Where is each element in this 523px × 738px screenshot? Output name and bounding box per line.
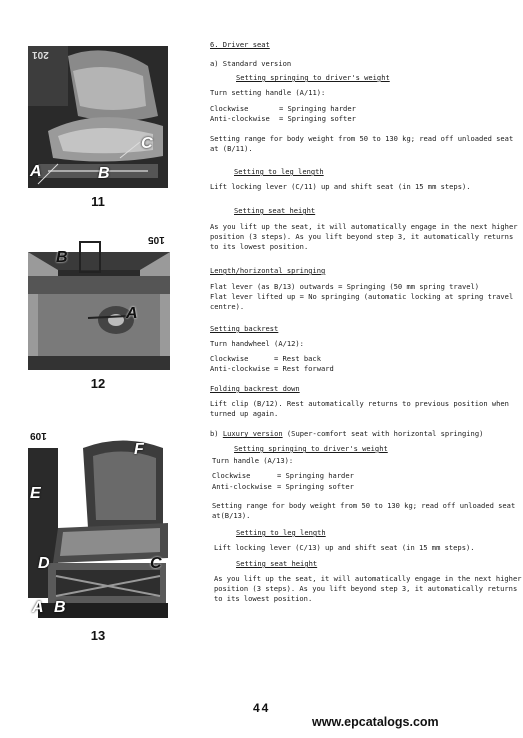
callout-c: C bbox=[150, 555, 162, 572]
anticlockwise-label: Anti-clockwise bbox=[210, 364, 270, 373]
clockwise-label: Clockwise bbox=[210, 104, 249, 113]
paragraph-line: As you lift up the seat, it will automatically engage in the next higher bbox=[214, 574, 522, 583]
callout-e: E bbox=[30, 485, 41, 502]
anticlockwise-value: = Springing softer bbox=[279, 114, 356, 123]
anticlockwise-label: Anti-clockwise bbox=[212, 482, 272, 491]
callout-a: A bbox=[30, 163, 42, 180]
instruction: Turn handwheel (A/12): bbox=[210, 339, 304, 348]
figure-13-photo bbox=[28, 428, 168, 618]
figure-stamp: 105 bbox=[148, 234, 165, 245]
paragraph-line: to its lowest position. bbox=[214, 594, 313, 603]
backrest-illustration bbox=[28, 230, 170, 370]
range-line: Setting range for body weight from 50 to 130 kg; read off unloaded seat bbox=[212, 501, 516, 510]
clockwise-label: Clockwise bbox=[210, 354, 249, 363]
subheading: Length/horizontal springing bbox=[210, 266, 326, 275]
page-number: 44 bbox=[253, 701, 271, 715]
callout-b: B bbox=[98, 165, 110, 182]
subheading: Setting seat height bbox=[234, 206, 316, 215]
paragraph-line: Flat lever (as B/13) outwards = Springing (50 mm spring travel) bbox=[210, 282, 480, 291]
clockwise-label: Clockwise bbox=[212, 471, 251, 480]
figure-number: 11 bbox=[91, 194, 105, 209]
clockwise-value: = Rest back bbox=[274, 354, 321, 363]
callout-b: B bbox=[56, 249, 68, 266]
figure-12-photo bbox=[28, 230, 170, 370]
anticlockwise-label: Anti-clockwise bbox=[210, 114, 270, 123]
paragraph-line: position (3 steps). As you lift beyond step 3, it automatically returns bbox=[210, 232, 514, 241]
range-line: at (B/11). bbox=[210, 144, 253, 153]
paragraph: Lift locking lever (C/11) up and shift seat (in 15 mm steps). bbox=[210, 182, 471, 191]
clockwise-value: = Springing harder bbox=[279, 104, 356, 113]
subheading: Setting to leg length bbox=[234, 167, 324, 176]
subheading: Setting springing to driver's weight bbox=[236, 73, 390, 82]
range-line: Setting range for body weight from 50 to 130 kg; read off unloaded seat bbox=[210, 134, 514, 143]
watermark: www.epcatalogs.com bbox=[312, 715, 439, 729]
figure-stamp: 109 bbox=[30, 430, 47, 441]
callout-c: C bbox=[141, 135, 153, 152]
instruction: Turn setting handle (A/11): bbox=[210, 88, 326, 97]
subheading: Setting to leg length bbox=[236, 528, 326, 537]
paragraph-line: turned up again. bbox=[210, 409, 279, 418]
subheading: Setting springing to driver's weight bbox=[234, 444, 388, 453]
anticlockwise-value: = Rest forward bbox=[274, 364, 334, 373]
instruction: Turn handle (A/13): bbox=[212, 456, 294, 465]
figure-number: 12 bbox=[90, 376, 106, 391]
paragraph-line: to its lowest position. bbox=[210, 242, 309, 251]
subsection-heading: a) Standard version bbox=[210, 59, 292, 68]
paragraph-line: Flat lever lifted up = No springing (automatic locking at spring travel bbox=[210, 292, 514, 301]
range-line: at(B/13). bbox=[212, 511, 251, 520]
subsection-heading: b) Luxury version (Super-comfort seat with horizontal springing) bbox=[210, 429, 484, 438]
callout-b: B bbox=[54, 599, 66, 616]
subheading: Folding backrest down bbox=[210, 384, 300, 393]
callout-f: F bbox=[134, 441, 144, 458]
paragraph-line: As you lift up the seat, it will automatically engage in the next higher bbox=[210, 222, 518, 231]
subheading: Setting seat height bbox=[236, 559, 318, 568]
seat-luxury-illustration bbox=[28, 428, 168, 618]
figure-number: 13 bbox=[90, 628, 106, 643]
clockwise-value: = Springing harder bbox=[277, 471, 354, 480]
paragraph-line: position (3 steps). As you lift beyond step 3, it automatically returns bbox=[214, 584, 518, 593]
callout-a: A bbox=[32, 599, 44, 616]
figure-stamp: 201 bbox=[32, 49, 49, 60]
figure-11-photo bbox=[28, 46, 168, 188]
anticlockwise-value: = Springing softer bbox=[277, 482, 354, 491]
callout-d: D bbox=[38, 555, 50, 572]
section-title: 6. Driver seat bbox=[210, 40, 270, 49]
paragraph-line: Lift clip (B/12). Rest automatically returns to previous position when bbox=[210, 399, 509, 408]
subheading: Setting backrest bbox=[210, 324, 279, 333]
paragraph-line: centre). bbox=[210, 302, 245, 311]
paragraph: Lift locking lever (C/13) up and shift seat (in 15 mm steps). bbox=[214, 543, 475, 552]
callout-a: A bbox=[126, 305, 138, 322]
